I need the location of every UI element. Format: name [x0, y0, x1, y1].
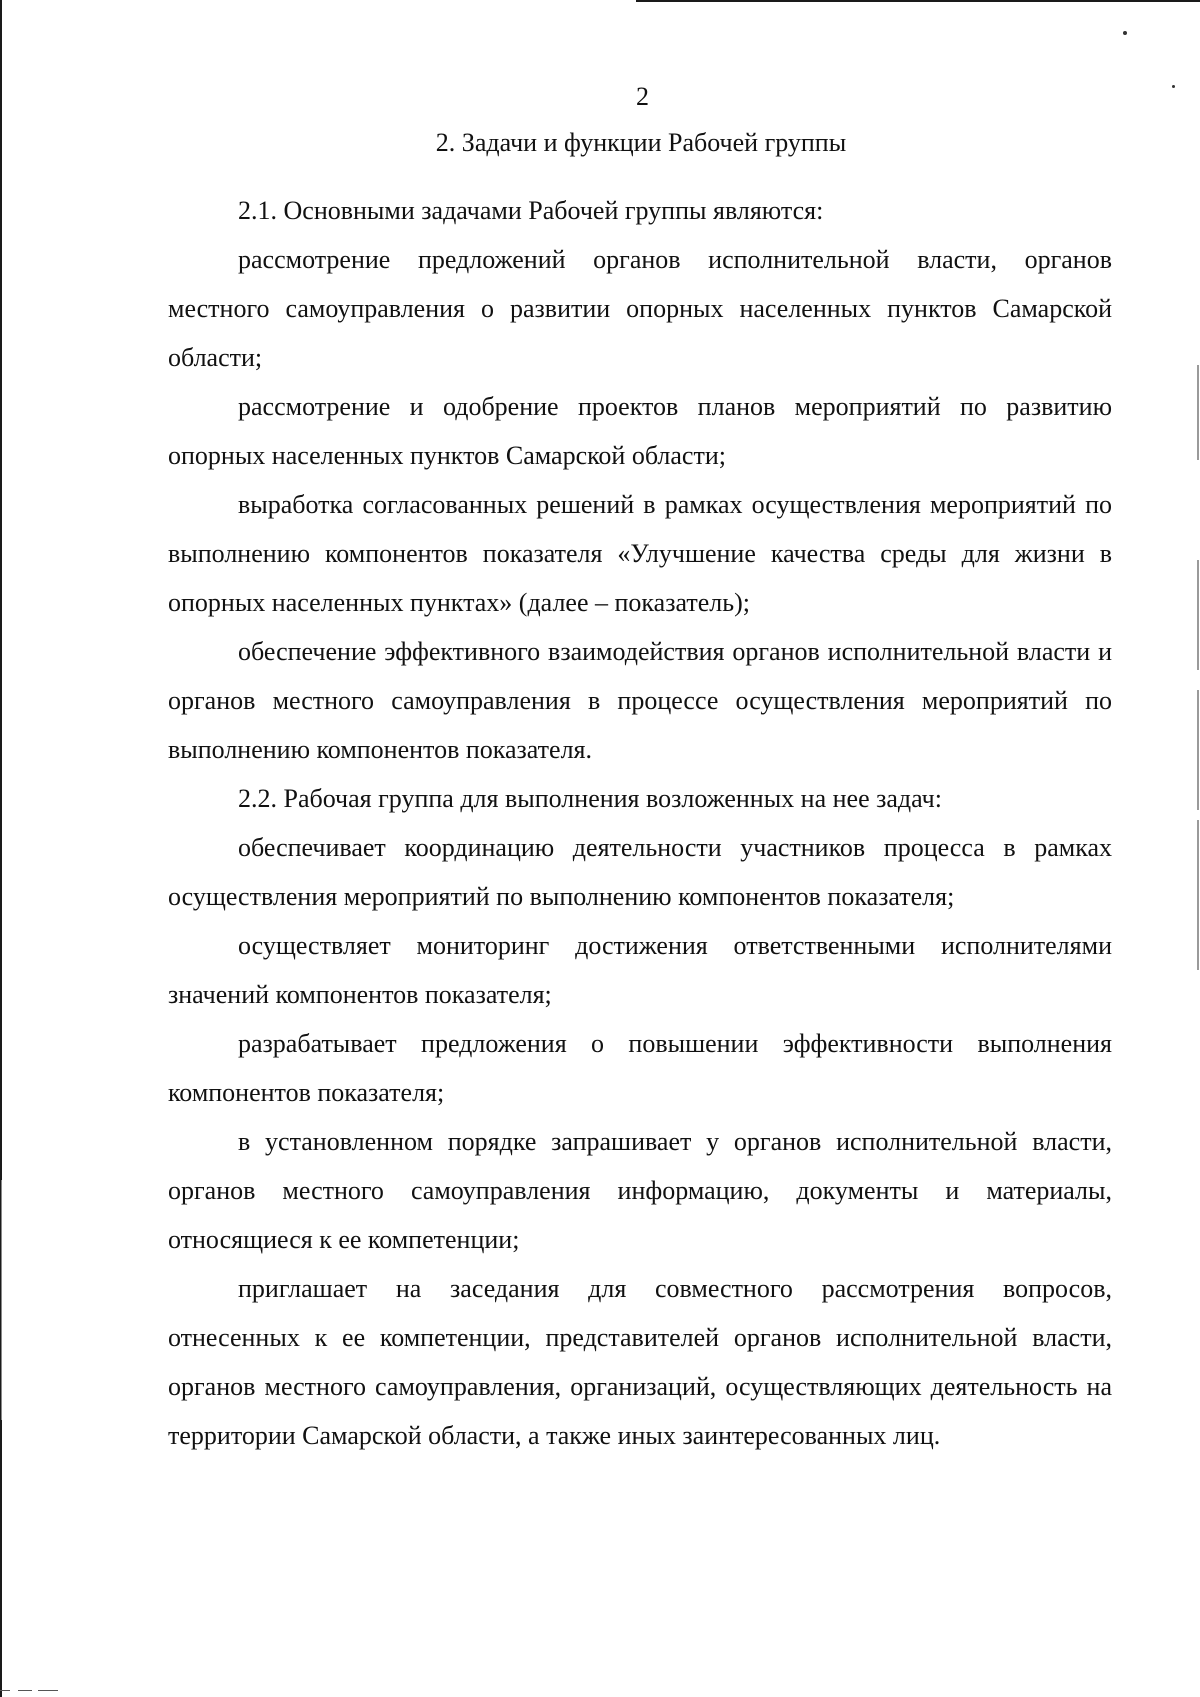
paragraph-function-4: в установленном порядке запрашивает у органов исполнительной власти, органов местного самоуправления информацию, документы и материалы, относящиеся к ее компетенции;	[168, 1127, 1112, 1254]
paragraph-2-1: 2.1. Основными задачами Рабочей группы являются:	[238, 196, 824, 225]
scan-edge-right	[1197, 365, 1199, 460]
page-number: 2	[636, 82, 649, 111]
paragraph-function-1: обеспечивает координацию деятельности участников процесса в рамках осуществления мероприятий по выполнению компонентов показателя;	[168, 833, 1112, 911]
paragraph-task-4: обеспечение эффективного взаимодействия органов исполнительной власти и органов местного самоуправления в процессе осуществления мероприятий по выполнению компонентов показателя.	[168, 637, 1112, 764]
paragraph-function-2: осуществляет мониторинг достижения ответственными исполнителями значений компонентов показателя;	[168, 931, 1112, 1009]
scan-edge-top	[636, 0, 1200, 2]
paragraph-2-2: 2.2. Рабочая группа для выполнения возложенных на нее задач:	[238, 784, 942, 813]
scan-edge-right	[1197, 690, 1199, 810]
scan-edge-right	[1197, 820, 1199, 970]
document-body	[168, 186, 1112, 1460]
scan-speck	[1123, 31, 1127, 35]
paragraph-function-5: приглашает на заседания для совместного рассмотрения вопросов, отнесенных к ее компетенции, представителей органов исполнительной власти, органов местного самоуправления, организаций, осуществляющих деятельность на территории Самарской области, а также иных заинтересованных лиц.	[168, 1274, 1112, 1450]
paragraph-task-3: выработка согласованных решений в рамках осуществления мероприятий по выполнению компонентов показателя «Улучшение качества среды для жизни в опорных населенных пунктах» (далее – показатель);	[168, 490, 1112, 617]
paragraph-task-2: рассмотрение и одобрение проектов планов мероприятий по развитию опорных населенных пунктов Самарской области;	[168, 392, 1112, 470]
paragraph-task-1: рассмотрение предложений органов исполнительной власти, органов местного самоуправления о развитии опорных населенных пунктов Самарской области;	[168, 245, 1112, 372]
scan-speck	[0, 1690, 10, 1691]
scan-edge-left	[0, 0, 2, 1697]
scan-edge-left-shadow	[1, 1180, 2, 1420]
scan-speck	[38, 1690, 58, 1691]
scan-speck	[18, 1690, 32, 1691]
scan-edge-right	[1197, 560, 1199, 670]
paragraph-function-3: разрабатывает предложения о повышении эффективности выполнения компонентов показателя;	[168, 1029, 1112, 1107]
section-title: 2. Задачи и функции Рабочей группы	[435, 128, 847, 157]
